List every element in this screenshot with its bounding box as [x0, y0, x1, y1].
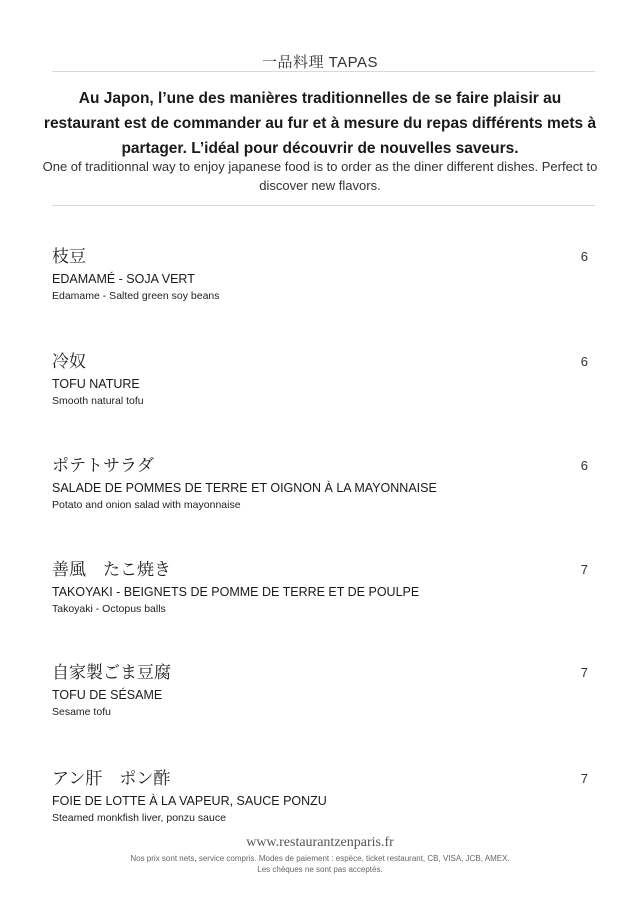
menu-item-sesame-tofu — [52, 662, 588, 720]
divider-intro — [52, 205, 595, 206]
menu-item-tofu-nature — [52, 351, 588, 409]
intro-french: Au Japon, l’une des manières traditionnelles de se faire plaisir au restaurant est de commander au fur et à mesure du repas différents mets à partager. L’idéal pour découvrir de nouvelles saveurs. — [43, 90, 597, 157]
menu-item-edamame — [52, 246, 588, 304]
intro-english: One of traditionnal way to enjoy japanese food is to order as the diner different dishes. Perfect to discover new flavors. — [42, 159, 598, 193]
item-price: 6 — [580, 249, 588, 264]
item-japanese-name: アン肝 ポン酢 — [52, 769, 171, 789]
item-english-description: Takoyaki - Octopus balls — [52, 603, 166, 615]
item-japanese-name: 枝豆 — [52, 247, 86, 267]
item-french-name: EDAMAMÉ - SOJA VERT — [52, 272, 195, 286]
item-english-description: Potato and onion salad with mayonnaise — [52, 499, 241, 511]
item-english-description: Smooth natural tofu — [52, 395, 144, 407]
footer-cheque-note: Les chèques ne sont pas acceptés. — [257, 865, 383, 874]
item-price: 6 — [580, 458, 588, 473]
footer-payment-note: Nos prix sont nets, service compris. Modes de paiement : espèce, ticket restaurant, CB, VISA, JCB, AMEX. — [130, 854, 510, 863]
item-japanese-name: 冷奴 — [52, 352, 86, 372]
menu-item-monkfish-liver — [52, 768, 588, 826]
item-french-name: SALADE DE POMMES DE TERRE ET OIGNON À LA MAYONNAISE — [52, 481, 437, 495]
item-japanese-name: ポテトサラダ — [52, 456, 154, 476]
menu-item-takoyaki — [52, 559, 588, 617]
item-price: 7 — [580, 771, 588, 786]
page-title: 一品料理 TAPAS — [261, 54, 379, 71]
item-price: 7 — [580, 562, 588, 577]
item-price: 6 — [580, 354, 588, 369]
item-japanese-name: 善風 たこ焼き — [52, 560, 171, 580]
menu-item-potato-salad — [52, 455, 588, 513]
item-english-description: Steamed monkfish liver, ponzu sauce — [52, 812, 226, 824]
item-english-description: Sesame tofu — [52, 706, 111, 718]
footer-website-link[interactable]: www.restaurantzenparis.fr — [246, 835, 394, 850]
item-english-description: Edamame - Salted green soy beans — [52, 290, 220, 302]
item-japanese-name: 自家製ごま豆腐 — [52, 663, 171, 683]
footer-note — [60, 853, 580, 875]
item-price: 7 — [580, 665, 588, 680]
item-french-name: TOFU DE SÉSAME — [52, 688, 163, 702]
item-french-name: FOIE DE LOTTE À LA VAPEUR, SAUCE PONZU — [52, 794, 327, 808]
item-french-name: TOFU NATURE — [52, 377, 140, 391]
item-french-name: TAKOYAKI - BEIGNETS DE POMME DE TERRE ET DE POULPE — [52, 585, 420, 599]
divider-top — [52, 71, 595, 72]
